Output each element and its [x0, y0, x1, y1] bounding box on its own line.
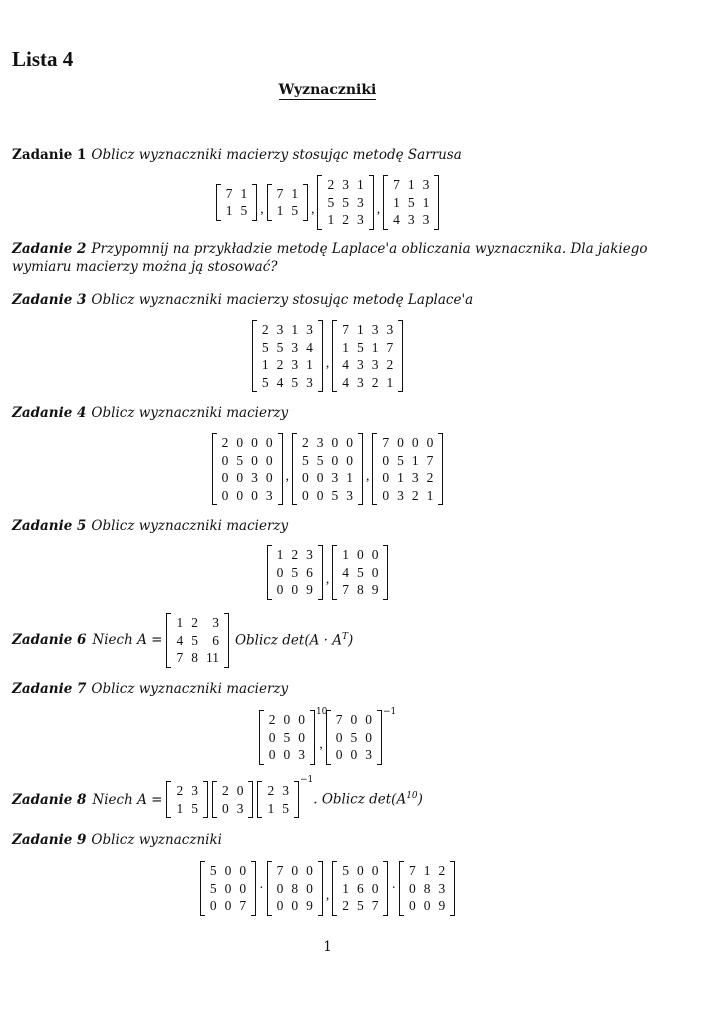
- matrix-cell: 3: [342, 177, 349, 192]
- task-2: [12, 240, 652, 276]
- matrix-cell: 0: [298, 712, 305, 727]
- matrix-cell: 6: [356, 880, 364, 896]
- matrix-cell: 9: [438, 898, 446, 914]
- matrix-cell: 5: [291, 203, 299, 219]
- matrix-cell: 5: [302, 452, 309, 468]
- matrix-cell: 4: [342, 374, 349, 390]
- matrix-cell: 7: [342, 582, 349, 598]
- matrix-cell: 1: [397, 470, 404, 486]
- matrix-cell: 2: [176, 783, 184, 798]
- task-1: [12, 146, 652, 164]
- exponent: −1: [299, 775, 314, 785]
- page-title: Lista 4: [12, 47, 74, 71]
- comma: ,: [325, 571, 330, 587]
- task-label: Zadanie 3: [12, 292, 87, 308]
- matrix: [259, 710, 315, 765]
- matrix-cell: 5: [283, 729, 291, 745]
- exponent: 10: [315, 707, 328, 717]
- matrix-cell: 3: [316, 435, 324, 450]
- matrix-cell: 7: [342, 322, 349, 337]
- comma: ,: [376, 201, 381, 217]
- matrix: [267, 545, 323, 600]
- matrix-cell: 0: [221, 800, 229, 816]
- matrix-cell: 0: [365, 712, 373, 727]
- matrix-cell: 0: [251, 487, 258, 503]
- matrix-cell: 5: [356, 898, 364, 914]
- matrix-cell: 1: [342, 880, 349, 896]
- task-4: [12, 404, 652, 422]
- task-label: Zadanie 2: [12, 241, 87, 257]
- matrix-cell: 1: [411, 452, 419, 468]
- comma: ,: [325, 355, 330, 371]
- matrix-cell: 2: [261, 322, 269, 337]
- matrix-cell: 5: [331, 487, 339, 503]
- task-text: Oblicz $\det(A \cdot A^T)$: [234, 632, 354, 649]
- matrix-cell: 0: [371, 880, 379, 896]
- matrix-cell: 0: [365, 729, 373, 745]
- task-9-matrices: [0, 861, 655, 916]
- matrix-cell: 4: [393, 212, 400, 228]
- comma: ,: [366, 468, 370, 484]
- task-prefix: Niech A =: [92, 632, 163, 649]
- matrix: [257, 781, 299, 818]
- matrix: [326, 710, 382, 765]
- matrix-cell: 0: [236, 783, 244, 798]
- matrix: [292, 433, 363, 505]
- matrix-cell: 0: [276, 898, 284, 914]
- matrix-cell: 0: [239, 863, 247, 878]
- matrix-cell: 1: [371, 339, 379, 355]
- matrix-cell: 0: [371, 564, 379, 580]
- matrix-cell: 2: [371, 374, 379, 390]
- matrix-cell: 3: [306, 374, 313, 390]
- task-text: Oblicz wyznaczniki: [91, 832, 222, 848]
- matrix-cell: 3: [365, 747, 373, 763]
- task-1-matrices: [0, 175, 655, 230]
- matrix-cell: 0: [276, 564, 284, 580]
- matrix-cell: 3: [251, 470, 258, 486]
- matrix: [332, 545, 388, 600]
- matrix-cell: 0: [371, 863, 379, 878]
- matrix-cell: 5: [407, 194, 415, 210]
- matrix-cell: 7: [276, 863, 284, 878]
- matrix-cell: 3: [422, 212, 430, 228]
- matrix-cell: 5: [209, 863, 217, 878]
- task-6: [12, 613, 353, 668]
- matrix-cell: 4: [306, 339, 313, 355]
- matrix-cell: 5: [397, 452, 404, 468]
- matrix-cell: 2: [221, 783, 229, 798]
- task-7: [12, 680, 652, 698]
- matrix-cell: 0: [265, 452, 273, 468]
- matrix-cell: 1: [422, 194, 430, 210]
- matrix-cell: 0: [291, 863, 299, 878]
- matrix-cell: 1: [393, 194, 400, 210]
- matrix-cell: 3: [356, 212, 364, 228]
- matrix-cell: 7: [239, 898, 247, 914]
- matrix-cell: 3: [212, 615, 219, 630]
- matrix-cell: 1: [423, 863, 431, 878]
- task-prefix: Niech A =: [92, 791, 163, 808]
- matrix-cell: 5: [191, 800, 198, 816]
- matrix-cell: 3: [276, 322, 284, 337]
- matrix-cell: 0: [426, 435, 434, 450]
- matrix: [252, 320, 323, 392]
- matrix-cell: 5: [356, 339, 364, 355]
- matrix-cell: 5: [327, 194, 335, 210]
- matrix-cell: 2: [302, 435, 309, 450]
- matrix-cell: 5: [342, 194, 349, 210]
- dot-operator: ·: [391, 880, 396, 896]
- matrix-cell: 3: [346, 487, 353, 503]
- matrix-cell: 3: [265, 487, 273, 503]
- matrix-cell: 0: [276, 880, 284, 896]
- matrix-cell: 3: [298, 747, 305, 763]
- matrix-cell: 0: [251, 435, 258, 450]
- matrix-cell: 0: [306, 880, 313, 896]
- matrix-cell: 0: [268, 729, 276, 745]
- matrix-cell: 2: [327, 177, 335, 192]
- matrix-cell: 3: [356, 194, 364, 210]
- comma: ,: [285, 468, 289, 484]
- matrix-cell: 3: [386, 322, 394, 337]
- matrix-cell: 2: [268, 712, 276, 727]
- matrix-cell: 4: [342, 357, 349, 373]
- task-label: Zadanie 9: [12, 832, 87, 848]
- matrix-cell: 4: [276, 374, 284, 390]
- task-8: [12, 775, 423, 818]
- matrix: [332, 320, 403, 392]
- matrix-cell: 7: [335, 712, 343, 727]
- matrix-cell: 7: [176, 650, 184, 666]
- matrix-cell: 3: [407, 212, 415, 228]
- matrix-cell: 0: [411, 435, 419, 450]
- matrix-cell: 8: [191, 650, 198, 666]
- matrix-cell: 0: [283, 712, 291, 727]
- matrix-cell: 0: [221, 452, 229, 468]
- task-7-matrices: [0, 707, 655, 765]
- matrix-cell: 1: [291, 322, 299, 337]
- matrix-cell: 5: [342, 863, 349, 878]
- matrix-cell: 3: [191, 783, 198, 798]
- task-label: Zadanie 4: [12, 405, 87, 421]
- matrix-cell: 0: [408, 880, 416, 896]
- matrix-cell: 7: [225, 185, 233, 201]
- matrix-cell: 2: [191, 615, 198, 630]
- matrix-cell: 5: [261, 339, 269, 355]
- matrix-cell: 5: [191, 632, 198, 648]
- matrix-cell: 1: [225, 203, 233, 219]
- matrix-cell: 2: [291, 547, 299, 562]
- matrix-cell: 0: [306, 863, 313, 878]
- matrix: [383, 175, 439, 230]
- matrix-cell: 3: [397, 487, 404, 503]
- task-text: Przypomnij na przykładzie metodę Laplace'a obliczania wyznacznika. Dla jakiego wymiaru macierzy można ją stosować?: [12, 241, 648, 275]
- matrix-cell: 3: [371, 357, 379, 373]
- matrix-cell: 0: [283, 747, 291, 763]
- matrix-cell: 7: [408, 863, 416, 878]
- matrix-cell: 5: [282, 800, 289, 816]
- matrix-cell: 1: [276, 203, 284, 219]
- matrix-cell: 3: [356, 374, 364, 390]
- task-text: . Oblicz $\det(A^{10})$: [313, 791, 423, 808]
- page-number: 1: [323, 939, 332, 955]
- matrix-cell: 0: [356, 547, 364, 562]
- matrix-cell: 7: [371, 898, 379, 914]
- task-9: [12, 831, 652, 849]
- task-4-matrices: [0, 433, 655, 505]
- task-text: Oblicz wyznaczniki macierzy stosując metodę Laplace'a: [91, 292, 474, 308]
- matrix-cell: 6: [212, 632, 219, 648]
- matrix-cell: 7: [386, 339, 394, 355]
- matrix-cell: 0: [224, 898, 232, 914]
- matrix-cell: 2: [426, 470, 434, 486]
- matrix: [372, 433, 443, 505]
- matrix-cell: 5: [240, 203, 248, 219]
- matrix-cell: 0: [350, 747, 358, 763]
- matrix-cell: 0: [302, 470, 309, 486]
- matrix: [212, 433, 283, 505]
- matrix-cell: 2: [386, 357, 394, 373]
- matrix-cell: 0: [346, 435, 353, 450]
- matrix-cell: 0: [291, 582, 299, 598]
- comma: ,: [319, 736, 323, 752]
- matrix-cell: 0: [335, 747, 343, 763]
- matrix-cell: 2: [438, 863, 446, 878]
- matrix-cell: 2: [267, 783, 275, 798]
- matrix-cell: 0: [251, 452, 258, 468]
- matrix-cell: 0: [350, 712, 358, 727]
- matrix-cell: 0: [236, 435, 244, 450]
- matrix-cell: 3: [282, 783, 289, 798]
- matrix-cell: 3: [411, 470, 419, 486]
- matrix-cell: 2: [342, 212, 349, 228]
- matrix-cell: 0: [316, 470, 324, 486]
- matrix-cell: 8: [291, 880, 299, 896]
- matrix-cell: 0: [265, 470, 273, 486]
- matrix-cell: 1: [346, 470, 353, 486]
- matrix-cell: 1: [176, 800, 184, 816]
- matrix-cell: 0: [356, 863, 364, 878]
- matrix-cell: 0: [371, 547, 379, 562]
- matrix-cell: 0: [397, 435, 404, 450]
- matrix-cell: 0: [331, 452, 339, 468]
- task-text: Oblicz wyznaczniki macierzy stosując metodę Sarrusa: [91, 147, 462, 163]
- task-3-matrices: [0, 320, 655, 392]
- matrix-cell: 2: [342, 898, 349, 914]
- matrix-cell: 11: [205, 650, 219, 666]
- matrix-cell: 0: [382, 487, 390, 503]
- matrix-cell: 0: [335, 729, 343, 745]
- matrix: [267, 184, 309, 221]
- matrix-cell: 3: [331, 470, 339, 486]
- matrix: [216, 184, 258, 221]
- matrix-cell: 3: [306, 322, 313, 337]
- matrix-cell: 5: [209, 880, 217, 896]
- task-text: Oblicz wyznaczniki macierzy: [91, 681, 289, 697]
- matrix-cell: 3: [291, 339, 299, 355]
- matrix-cell: 3: [438, 880, 446, 896]
- matrix-cell: 3: [422, 177, 430, 192]
- matrix-cell: 0: [298, 729, 305, 745]
- matrix-cell: 0: [265, 435, 273, 450]
- matrix-cell: 2: [276, 357, 284, 373]
- matrix-cell: 1: [426, 487, 434, 503]
- matrix-cell: 1: [407, 177, 415, 192]
- matrix-cell: 5: [291, 564, 299, 580]
- matrix: [332, 861, 388, 916]
- matrix-cell: 3: [356, 357, 364, 373]
- matrix: [212, 781, 254, 818]
- matrix-cell: 4: [342, 564, 349, 580]
- matrix-cell: 3: [306, 547, 313, 562]
- task-label: Zadanie 5: [12, 518, 87, 534]
- matrix: [399, 861, 455, 916]
- matrix-cell: 1: [240, 185, 248, 201]
- matrix-cell: 0: [423, 898, 431, 914]
- task-3: [12, 291, 652, 309]
- matrix-cell: 0: [276, 582, 284, 598]
- matrix: [267, 861, 323, 916]
- matrix-cell: 8: [356, 582, 364, 598]
- matrix-cell: 1: [261, 357, 269, 373]
- matrix-cell: 1: [342, 547, 349, 562]
- matrix-cell: 0: [221, 470, 229, 486]
- matrix-cell: 1: [267, 800, 275, 816]
- matrix-cell: 5: [316, 452, 324, 468]
- task-label: Zadanie 6: [12, 632, 87, 649]
- task-text: Oblicz wyznaczniki macierzy: [91, 405, 289, 421]
- exponent: −1: [383, 707, 397, 717]
- matrix-cell: 5: [291, 374, 299, 390]
- matrix-cell: 7: [382, 435, 390, 450]
- task-label: Zadanie 8: [12, 791, 87, 808]
- matrix-cell: 2: [411, 487, 419, 503]
- matrix-cell: 9: [306, 582, 313, 598]
- task-5: [12, 517, 652, 535]
- matrix-cell: 0: [382, 452, 390, 468]
- matrix-cell: 5: [236, 452, 244, 468]
- task-text: Oblicz wyznaczniki macierzy: [91, 518, 289, 534]
- matrix-cell: 8: [423, 880, 431, 896]
- comma: ,: [325, 887, 330, 903]
- comma: ,: [311, 201, 315, 217]
- matrix-cell: 0: [224, 880, 232, 896]
- task-label: Zadanie 7: [12, 681, 87, 697]
- matrix-cell: 0: [236, 470, 244, 486]
- comma: ,: [260, 201, 264, 217]
- matrix-cell: 0: [331, 435, 339, 450]
- matrix-cell: 1: [327, 212, 335, 228]
- matrix-cell: 0: [316, 487, 324, 503]
- matrix-cell: 3: [371, 322, 379, 337]
- matrix-cell: 4: [176, 632, 184, 648]
- matrix-cell: 7: [276, 185, 284, 201]
- matrix-cell: 6: [306, 564, 313, 580]
- matrix-cell: 1: [176, 615, 184, 630]
- matrix-cell: 5: [276, 339, 284, 355]
- task-5-matrices: [0, 545, 655, 600]
- matrix-cell: 1: [291, 185, 299, 201]
- matrix-cell: 0: [236, 487, 244, 503]
- matrix-cell: 7: [426, 452, 434, 468]
- matrix-cell: 1: [356, 177, 364, 192]
- matrix-cell: 0: [221, 487, 229, 503]
- matrix-cell: 2: [221, 435, 229, 450]
- matrix-cell: 0: [302, 487, 309, 503]
- matrix-cell: 1: [342, 339, 349, 355]
- matrix-cell: 0: [291, 898, 299, 914]
- page-subtitle: Wyznaczniki: [278, 82, 377, 98]
- matrix-cell: 3: [291, 357, 299, 373]
- matrix-cell: 0: [209, 898, 217, 914]
- matrix-cell: 1: [356, 322, 364, 337]
- matrix-cell: 1: [276, 547, 284, 562]
- matrix: [317, 175, 373, 230]
- matrix-cell: 5: [356, 564, 364, 580]
- matrix-cell: 0: [382, 470, 390, 486]
- matrix: [166, 781, 208, 818]
- matrix: [200, 861, 256, 916]
- task-label: Zadanie 1: [12, 147, 87, 163]
- matrix-cell: 0: [346, 452, 353, 468]
- matrix-cell: 9: [371, 582, 379, 598]
- matrix-cell: 0: [224, 863, 232, 878]
- matrix-cell: 1: [306, 357, 313, 373]
- matrix-cell: 9: [306, 898, 313, 914]
- matrix-cell: 1: [386, 374, 394, 390]
- matrix-cell: 5: [350, 729, 358, 745]
- matrix-cell: 0: [408, 898, 416, 914]
- matrix-cell: 0: [239, 880, 247, 896]
- matrix-cell: 7: [393, 177, 400, 192]
- dot-operator: ·: [259, 880, 264, 896]
- matrix-cell: 5: [261, 374, 269, 390]
- matrix-cell: 0: [268, 747, 276, 763]
- matrix-cell: 3: [236, 800, 244, 816]
- matrix: [166, 613, 229, 668]
